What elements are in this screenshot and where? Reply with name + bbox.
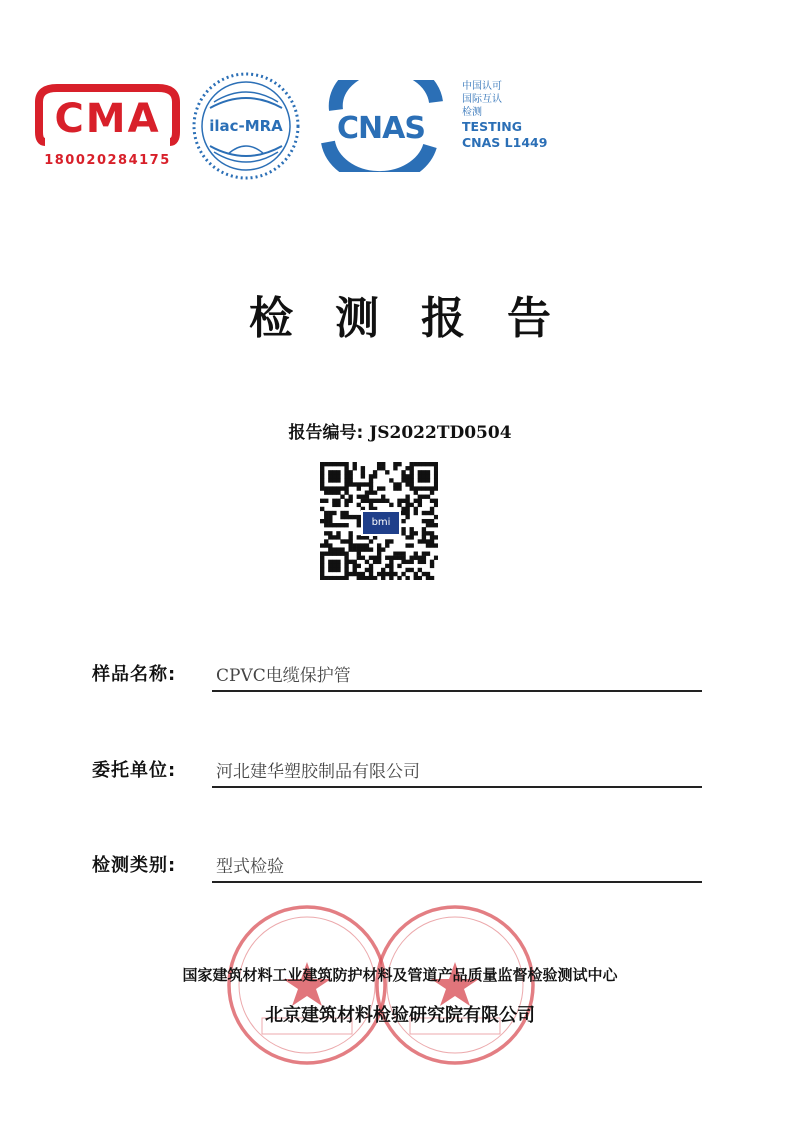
cnas-caption-cn-1: 中国认可	[462, 81, 502, 92]
field-value: 河北建华塑胶制品有限公司	[216, 762, 420, 782]
report-number-value: JS2022TD0504	[369, 423, 512, 443]
cnas-letters: CNAS	[337, 111, 425, 146]
cnas-caption-en-2: CNAS L1449	[462, 135, 548, 150]
qr-code	[320, 462, 438, 580]
cnas-caption-cn-3: 检测	[462, 107, 482, 118]
official-seal-right	[370, 900, 540, 1070]
cnas-logo	[318, 80, 448, 176]
cnas-caption-cn-2: 国际互认	[462, 94, 502, 105]
report-number	[0, 418, 800, 443]
field-underline	[212, 690, 702, 692]
field-label: 检测类别:	[92, 855, 177, 876]
field-value: CPVC电缆保护管	[216, 666, 351, 686]
cnas-caption	[462, 80, 572, 151]
field-sample-name	[92, 652, 702, 692]
cma-letters: CMA	[54, 96, 161, 142]
issuer-line-2: 北京建筑材料检验研究院有限公司	[265, 1005, 535, 1026]
accreditation-logos	[0, 0, 800, 200]
issuer-line-1: 国家建筑材料工业建筑防护材料及管道产品质量监督检验测试中心	[182, 966, 618, 984]
field-client	[92, 748, 702, 788]
ilac-mra-logo	[188, 68, 304, 188]
field-test-type	[92, 843, 702, 883]
field-underline	[212, 786, 702, 788]
field-value: 型式检验	[216, 857, 284, 877]
report-number-label: 报告编号:	[288, 423, 364, 443]
cnas-caption-en-1: TESTING	[462, 119, 522, 134]
field-label: 委托单位:	[92, 760, 177, 781]
report-title: 检测报告	[249, 293, 593, 344]
official-seal-left	[222, 900, 392, 1070]
qr-badge: bmi	[361, 510, 401, 536]
ilac-text: ilac-MRA	[209, 117, 283, 135]
field-underline	[212, 881, 702, 883]
cma-number: 180020284175	[44, 153, 171, 168]
field-label: 样品名称:	[92, 664, 177, 685]
cma-logo	[35, 80, 180, 168]
